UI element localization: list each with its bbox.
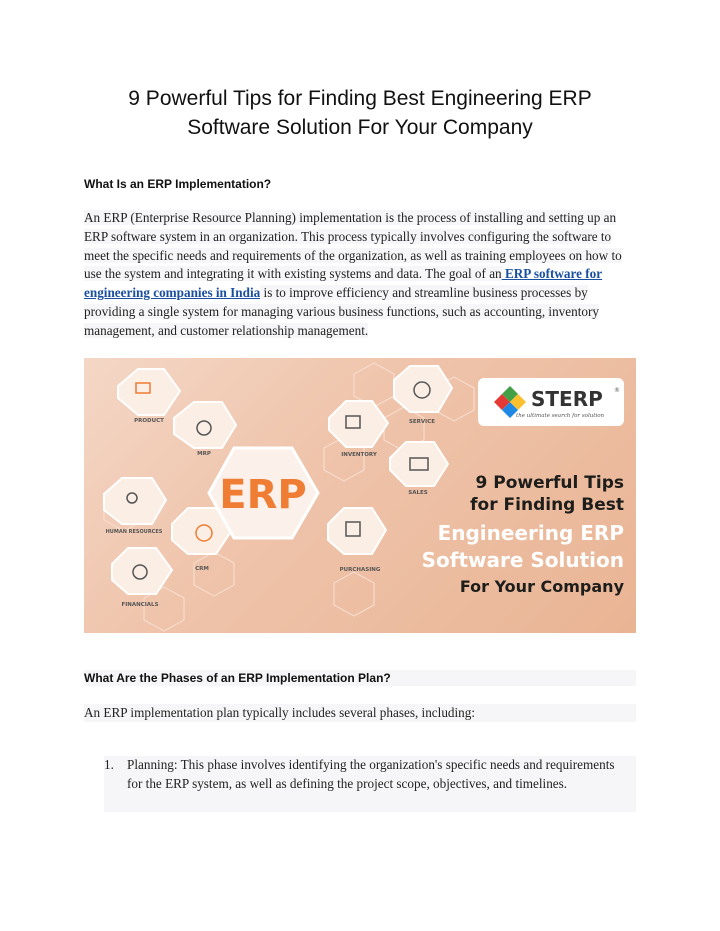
- paragraph-text-before-link: An ERP (Enterprise Resource Planning) implementation is the process of installing and setting up an ERP software system in an organization. This process typically involves configuring the software to meet the specific needs and requirements of the organization, as well as training employees on how to use the system and integrating it with existing systems and data. The goal of an: [84, 210, 622, 282]
- module-hex-inventory: [329, 401, 388, 458]
- sterp-registered-mark: ®: [614, 387, 620, 394]
- erp-software-link[interactable]: ERP software for engineering companies in India: [84, 266, 603, 301]
- module-label-service: SERVICE: [408, 419, 436, 425]
- module-hex-human-resources: [104, 478, 166, 535]
- banner-headline-line-1: 9 Powerful Tips: [475, 473, 624, 493]
- section-paragraph-erp-implementation: [84, 209, 636, 341]
- sterp-tagline: the ultimate search for solution: [516, 413, 605, 419]
- module-hex-sales: [390, 442, 448, 496]
- document-title: [60, 84, 660, 142]
- banner-headline-line-5: For Your Company: [459, 577, 624, 596]
- banner-headline-line-2: for Finding Best: [470, 495, 624, 515]
- banner-headline-line-3: Engineering ERP: [437, 521, 624, 545]
- erp-center-hexagon: [209, 448, 318, 538]
- sterp-logo: [478, 378, 624, 426]
- banner-headline-line-4: Software Solution: [421, 548, 624, 572]
- document-title-line-2: Software Solution For Your Company: [187, 116, 533, 139]
- module-label-mrp: MRP: [197, 451, 211, 457]
- module-label-crm: CRM: [195, 566, 209, 572]
- module-label-financials: FINANCIALS: [121, 602, 159, 608]
- section-heading-erp-implementation: What Is an ERP Implementation?: [84, 177, 272, 191]
- section-heading-erp-phases: What Are the Phases of an ERP Implementation Plan?: [84, 671, 391, 685]
- module-label-inventory: INVENTORY: [341, 452, 377, 458]
- module-label-product: PRODUCT: [134, 418, 164, 424]
- list-item-text: Planning: This phase involves identifying the organization's specific needs and requirements for the ERP system, as well as defining the project scope, objectives, and timelines.: [127, 757, 615, 791]
- module-hex-financials: [112, 548, 172, 608]
- module-label-sales: SALES: [408, 490, 428, 496]
- list-item-number: 1.: [104, 757, 114, 772]
- erp-center-label: ERP: [219, 472, 307, 518]
- erp-banner-graphic: [84, 358, 636, 633]
- module-hex-service: [394, 366, 452, 425]
- list-item: [104, 756, 636, 812]
- module-label-human-resources: HUMAN RESOURCES: [105, 529, 163, 535]
- section-intro-erp-phases: An ERP implementation plan typically includes several phases, including:: [84, 705, 476, 720]
- module-hex-mrp: [174, 402, 236, 457]
- module-hex-purchasing: [328, 508, 386, 573]
- sterp-logo-wordmark: STERP: [531, 387, 603, 411]
- erp-banner-image: [84, 358, 636, 633]
- module-hex-product: [118, 369, 180, 424]
- paragraph-text-after-link: is to improve efficiency and streamline business processes by providing a single system for managing various business functions, such as accounting, inventory management, and customer relationship management.: [84, 285, 599, 338]
- document-title-line-1: 9 Powerful Tips for Finding Best Engineering ERP: [128, 87, 592, 110]
- module-label-purchasing: PURCHASING: [339, 567, 381, 573]
- banner-headline: [422, 473, 625, 596]
